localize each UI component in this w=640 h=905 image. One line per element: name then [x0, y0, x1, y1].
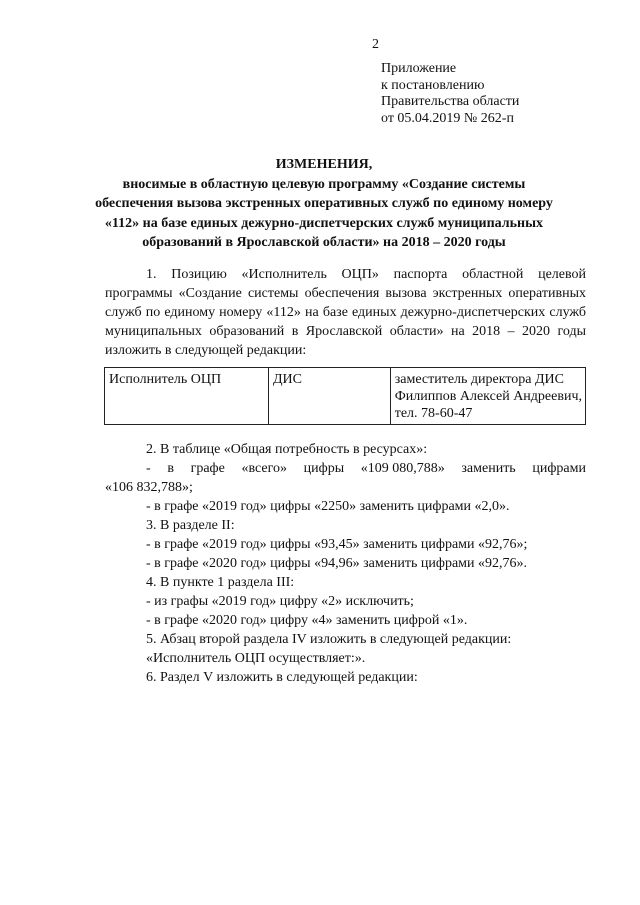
contact-line: тел. 78-60-47 [394, 406, 473, 421]
executor-table [104, 367, 586, 425]
appendix-line: Правительства области [381, 94, 520, 109]
word: заменить [461, 461, 516, 476]
appendix-line: от 05.04.2019 № 262-п [381, 110, 514, 126]
item-3: 3. В разделе II: [146, 518, 235, 533]
heading-line: вносимые в областную целевую программу «Создание системы [122, 176, 526, 192]
paragraph-1: 1. Позицию «Исполнитель ОЦП» паспорта областной целевой программы «Создание системы обеспечения вызова экстренных оперативных служб по единому номеру «112» на базе единых дежурно-диспетчерских служб муниципальных образований в Ярославской области» на 2018 – 2020 годы изложить в следующей редакции: [105, 267, 586, 358]
contact-line: заместитель директора ДИС [394, 372, 565, 387]
word: «109 080,788» [360, 461, 445, 476]
appendix-block [381, 61, 519, 127]
heading-line: обеспечения вызова экстренных оперативных служб по единому номеру [95, 196, 553, 211]
item-2: 2. В таблице «Общая потребность в ресурсах»: [146, 442, 428, 457]
heading-line: образований в Ярославской области» на 2018 – 2020 годы [142, 235, 506, 250]
word: цифрами [532, 461, 586, 476]
word: цифры [303, 461, 345, 476]
heading-title: ИЗМЕНЕНИЯ, [275, 157, 373, 172]
page-number: 2 [372, 37, 379, 52]
item-2-sub-2: - в графе «2019 год» цифры «2250» заменить цифрами «2,0». [146, 499, 510, 514]
item-3-sub-2: - в графе «2020 год» цифры «94,96» заменить цифрами «92,76». [146, 556, 528, 571]
item-3-sub-1: - в графе «2019 год» цифры «93,45» заменить цифрами «92,76»; [146, 537, 528, 552]
document-heading [80, 155, 568, 253]
appendix-line: Приложение [381, 61, 457, 76]
item-5: 5. Абзац второй раздела IV изложить в следующей редакции: [146, 632, 512, 647]
item-4-sub-2: - в графе «2020 год» цифру «4» заменить цифрой «1». [146, 613, 468, 628]
item-2-sub-1 [105, 459, 586, 478]
word: графе [190, 461, 225, 476]
executor-label-cell: Исполнитель ОЦП [105, 368, 269, 425]
appendix-line: к постановлению [381, 77, 485, 93]
item-5-quote: «Исполнитель ОЦП осуществляет:». [146, 651, 366, 666]
item-4-sub-1: - из графы «2019 год» цифру «2» исключить; [146, 594, 414, 609]
amendment-items [105, 440, 586, 687]
item-2-sub-1-continuation: «106 832,788»; [105, 480, 193, 495]
word: - [146, 461, 151, 476]
item-6: 6. Раздел V изложить в следующей редакции: [146, 670, 418, 685]
heading-line: «112» на базе единых дежурно-диспетчерских служб муниципальных [104, 215, 544, 231]
word: в [167, 461, 174, 476]
word: «всего» [241, 461, 287, 476]
executor-contact-cell [390, 368, 585, 425]
contact-line: Филиппов Алексей Андреевич, [394, 389, 582, 404]
executor-department-cell: ДИС [268, 368, 390, 425]
item-4: 4. В пункте 1 раздела III: [146, 575, 295, 590]
table-row [105, 368, 586, 425]
